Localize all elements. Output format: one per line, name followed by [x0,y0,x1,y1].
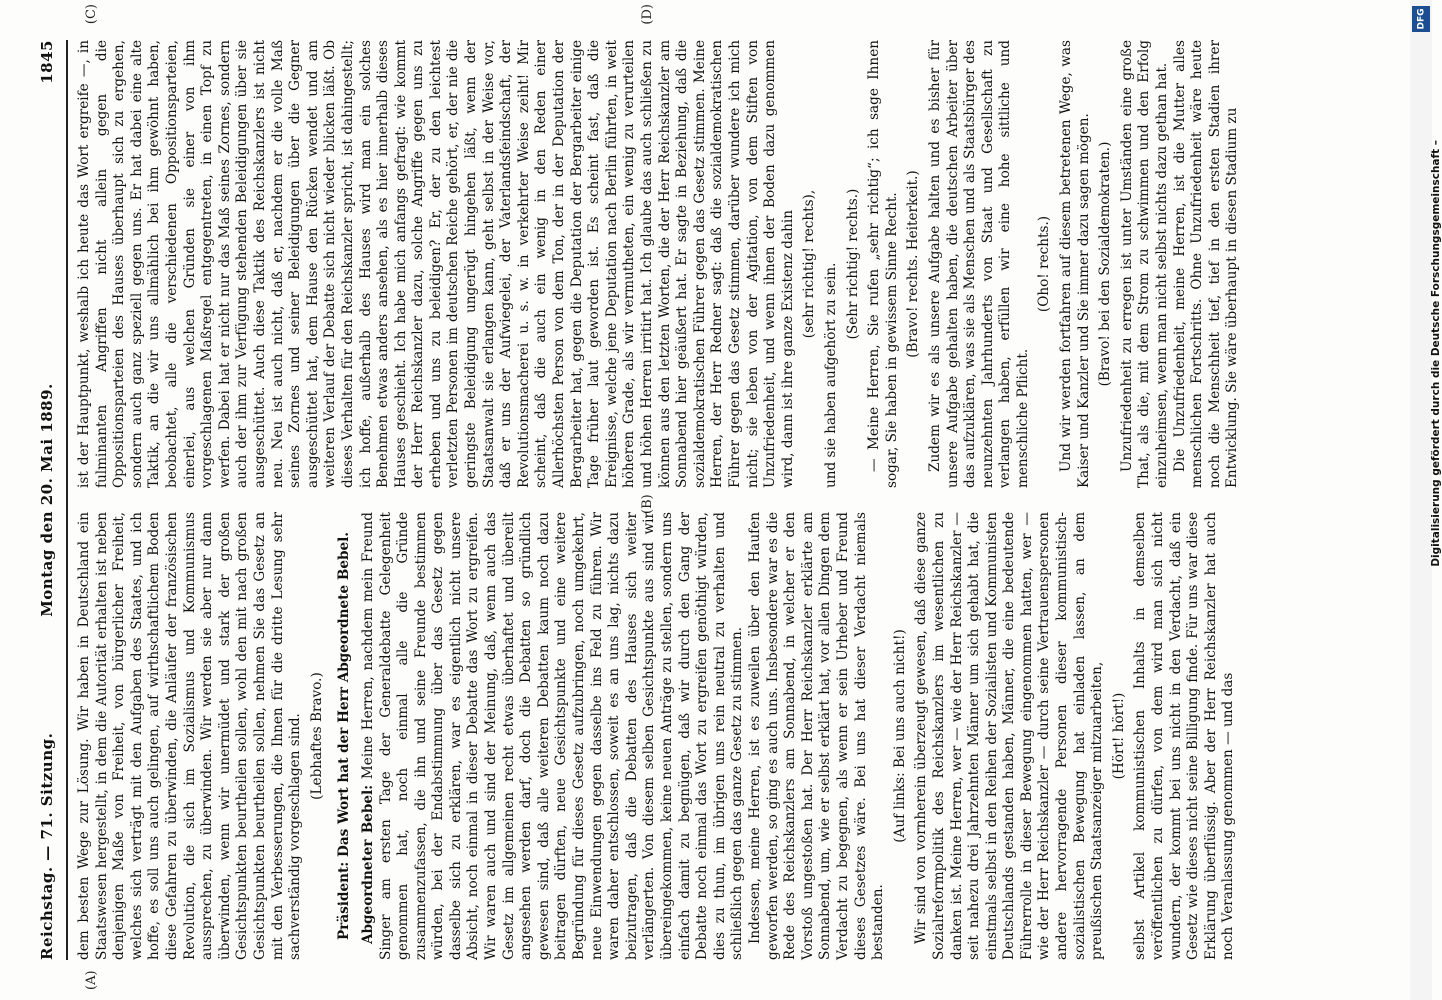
margin-marker-c: (C) [84,4,99,25]
dfg-logo-text: DFG [1416,8,1427,30]
speaker-text: Das Wort hat der Herr Abgeordnete Bebel. [336,531,353,857]
margin-marker-d: (D) [640,4,655,25]
speaker-line [336,512,354,960]
interjection: (Auf links: Bei uns auch nicht!) [891,629,908,843]
header-rule [66,40,68,960]
margin-marker-b: (B) [640,494,655,514]
paragraph: Und wir werden fortfahren auf diesem betretenen Wege, was Kaiser und Kanzler und Sie immer dazu sagen mögen. [1058,40,1092,488]
paragraph: Unzufriedenheit zu erregen ist unter Umständen eine große That, als die, mit dem Strom zu schwimmen und den Erfolg einzuheimsen, wenn man nicht selbst nichts dazu gethan hat. [1118,40,1171,488]
paragraph: und sie haben aufgehört zu sein. [822,262,839,488]
interjection: (sehr richtig! rechts), [801,189,818,339]
dfg-strip [1410,0,1442,1000]
paragraph: Zudem wir es als unsere Aufgabe halten und es bisher für unsere Aufgabe gehalten haben, die deutschen Arbeiter über das aufzuklären, was sie als Menschen und als Staatsbürger des neunzehnten Jahrhunderts von Staat und Gesellschaft zu verlangen haben, erfüllen wir eine hohe sittliche und menschliche Pflicht. [926,40,1031,488]
interjection: (Sehr richtig! rechts.) [844,188,861,340]
right-column [76,40,1366,488]
paragraph: Die Unzufriedenheit, meine Herren, ist die Mutter alles menschlichen Fortschritts. Ohne Unzufriedenheit wäre heute noch die Menschheit tief, tief in den ersten Stadien ihrer Entwicklung. Sie wäre überhaupt in diesen Stadium zu [1171,40,1241,488]
interjection: (Hört! hört!) [1110,692,1127,780]
paragraph: ist der Hauptpunkt, weshalb ich heute das Wort ergreife —, in fulminanten Angriffen nicht allein gegen die Oppositionsparteien des Hauses überhaupt sich zu ergehen, sondern auch ganz speziell gegen uns. Er hat dabei eine alte Taktik, an die wir uns allmählich bei ihm gewöhnt haben, beobachtet, alle die verschiedenen Oppositionsparteien, einerlei, aus welchen Gründen sie einer von ihm vorgeschlagenen Maßregel entgegentreten, in einen Topf zu werfen. Dabei hat er nicht nur das Maß seines Zornes, sondern auch der ihm zur Verfügung stehenden Beleidigungen über sie ausgeschüttet. Auch diese Taktik des Reichskanzlers ist nicht neu. Neu ist auch nicht, daß er, nachdem er die volle Maß seines Zornes und seiner Beleidigungen über die Gegner ausgeschüttet hat, dem Hause den Rücken wendet und am weiteren Verlauf der Debatte sich nicht wieder blicken läßt. Ob dieses Verhalten für den Reichskanzler spricht, ist dahingestellt; ich hoffe, außerhalb des Hauses wird man ein solches Benehmen etwas anders ansehen, als es hier innerhalb dieses Hauses geschieht. Ich habe mich anfangs gefragt: wie kommt der Herr Reichskanzler dazu, solche Angriffe gegen uns zu erheben und uns zu beleidigen? Er, der zu den leichtest verletzten Personen im deutschen Reiche gehört, er, der nie die geringste Beleidigung ungerügt hingehen läßt, wenn der Staatsanwalt sie erlangen kann, geht selbst in der Weise vor, daß er uns der Aufwiegelei, der Vaterlandsfeindschaft, der Revolutionsmacherei u. s. w. in verkehrter Weise zeiht! Mir scheint, daß die auch ein wenig in den Reden einer Allerhöchsten Person von dem Ton, der in der Deputation der Bergarbeiter hat, gegen die Deputation der Bergarbeiter einige Tage früher laut geworden ist. Es scheint fast, daß die Ereignisse, welche jene Deputation nach Berlin führten, in weit höheren Grade, als wir vermutheten, ein wenig zu verurteilen und höhen Herren irritirt hat. Ich glaube das auch schließen zu können aus den letzten Worten, die der Herr Reichskanzler am Sonnabend hier geäußert hat. Er sagte in Beziehung, daß die sozialdemokratischen Führer gegen das Gesetz stimmen. Meine Herren, der Herr Redner sagt: daß die sozialdemokratischen Führer gegen das Gesetz stimmen, darüber wundere ich mich nicht; sie leben von der Agitation, von dem Stiften von Unzufriedenheit, und wenn ihnen der Boden dazu genommen wird, dann ist ihre ganze Existenz dahin [76,40,796,488]
margin-marker-a: (A) [84,970,99,990]
header-date: Montag den 20. Mai 1889. [38,383,56,617]
text-columns [76,40,1366,960]
dfg-logo [1412,6,1430,32]
interjection: (Bravo! rechts. Heiterkeit.) [905,170,922,358]
speaker-label: Präsident: [336,861,353,941]
paragraph: — Meine Herren, Sie rufen „sehr richtig“; ich sage Ihnen sogar, Sie haben in gewissem Sinne Recht. [866,40,900,488]
paragraph [360,512,747,960]
paragraph: dem besten Wege zur Lösung. Wir haben in Deutschland ein Staatswesen hergestellt, in dem die Autorität erhalten ist neben denjenigen Maße von Freiheit, von bürgerlicher Freiheit, welches sich verträgt mit den Aufgaben des Staates, und ich hoffe, es soll uns auch gelingen, auf wirthschaftlichem Boden diese Gefahren zu überwinden, die Anläufer der französischen Revolution, die sich im Sozialismus und Kommunismus aussprechen, zu überwinden. Wir werden sie aber nur dann überwinden, wenn wir unermüdet und stark der großen Gesichtspunkten beurtheilen sollen, wohl den mit nach großen Gesichtspunkten beurtheilen sollen, nehmen Sie das Gesetz an mit den Verbesserungen, die Ihnen für die dritte Lesung sehr sachverständig vorgeschlagen sind. [76,512,304,960]
paragraph: Indessen, meine Herren, ist es zuweilen über den Haufen geworfen werden, so ging es auch uns. Insbesondere war es die Rede des Reichskanzlers am Sonnabend, in welcher er den Vorstoß ungestoßen hat. Der Herr Reichskanzler erklärte am Sonnabend, um, wie er selbst erklärt hat, vor allen Dingen dem Verdacht zu begegnen, als wenn er sein Urheber und Freund dieses Gesetzes wäre. Bei uns hat dieser Verdacht niemals bestanden. [746,512,887,960]
interjection: (Bravo! bei den Sozialdemokraten.) [1097,141,1114,387]
page-header [38,40,64,960]
paragraph: selbst Artikel kommunistischen Inhalts in demselben veröffentlichen zu dürfen, von dem wird man sich nicht wundern, der kommt bei uns nicht in den Verdacht, daß ein Gesetz wie dieses nicht seine Billigung finde. Für uns war diese Erklärung überflüssig. Aber der Herr Reichskanzler hat auch noch Veranlassung genommen — und das [1132,512,1237,960]
header-session: Reichstag. — 71. Sitzung. [38,732,56,960]
dfg-credit: Digitalisierung gefördert durch die Deutsche Forschungsgemeinschaft – [1430,140,1442,567]
speaker-label: Abgeordneter Bebel: [359,784,376,944]
interjection: (Lebhaftes Bravo.) [308,672,325,800]
interjection: (Oho! rechts.) [1036,215,1053,313]
paragraph: Wir sind von vornherein überzeugt gewesen, daß diese ganze Sozialreformpolitik des Reichskanzlers im wesentlichen zu danken ist. Meine Herren, wer — wie der Herr Reichskanzler — seit nahezu drei Jahrzehnten Männer um sich gehabt hat, die einstmals selbst in den Reihen der Sozialisten und Kommunisten Deutschlands gestanden haben, Männer, die eine bedeutende Führerrolle in dieser Bewegung eingenommen hatten, wer — wie der Herr Reichskanzler — durch seine Vertrauenspersonen andere hervorragende Personen dieser kommunistisch-sozialistischen Bewegung hat einladen lassen, an dem preußischen Staatsanzeiger mitzuarbeiten, [913,512,1106,960]
left-column [76,512,1366,960]
header-page-number: 1845 [38,40,56,84]
paragraph-text: Meine Herren, nachdem mein Freund Singer am ersten Tage der Generaldebatte Gelegenheit genommen hat, noch einmal alle die Gründe zusammenzufassen, die ihn und seine Freunde bestimmen würden, bei der Endabstimmung über das Gesetz gegen dasselbe sich zu erklären, war es eigentlich nicht unsere Absicht, noch einmal in dieser Debatte das Wort zu ergreifen. Wir waren auch und sind der Meinung, daß, wenn auch das Gesetz im allgemeinen recht etwas überhaftet und übereilt angesehen werden darf, doch die Debatten so gründlich gewesen sind, daß alle weiteren Debatten kaum noch dazu beitragen dürften, neue Gesichtspunkte und eine weitere Begründung für dieses Gesetz aufzubringen, noch umgekehrt, neue Einwendungen gegen dasselbe ins Feld zu führen. Wir waren daher entschlossen, soweit es an uns lag, nichts dazu beizutragen, daß die Debatten des Hauses sich weiter verlängerten. Von diesem selben Gesichtspunkte aus sind wir übereingekommen, keine neuen Anträge zu stellen, sondern uns einfach damit zu begnügen, daß wir durch den Gang der Debatte noch einmal das Wort zu ergreifen genöthigt würden, dies zu thun, im übrigen uns rein neutral zu verhalten und schließlich gegen das ganze Gesetz zu stimmen. [359,512,746,960]
